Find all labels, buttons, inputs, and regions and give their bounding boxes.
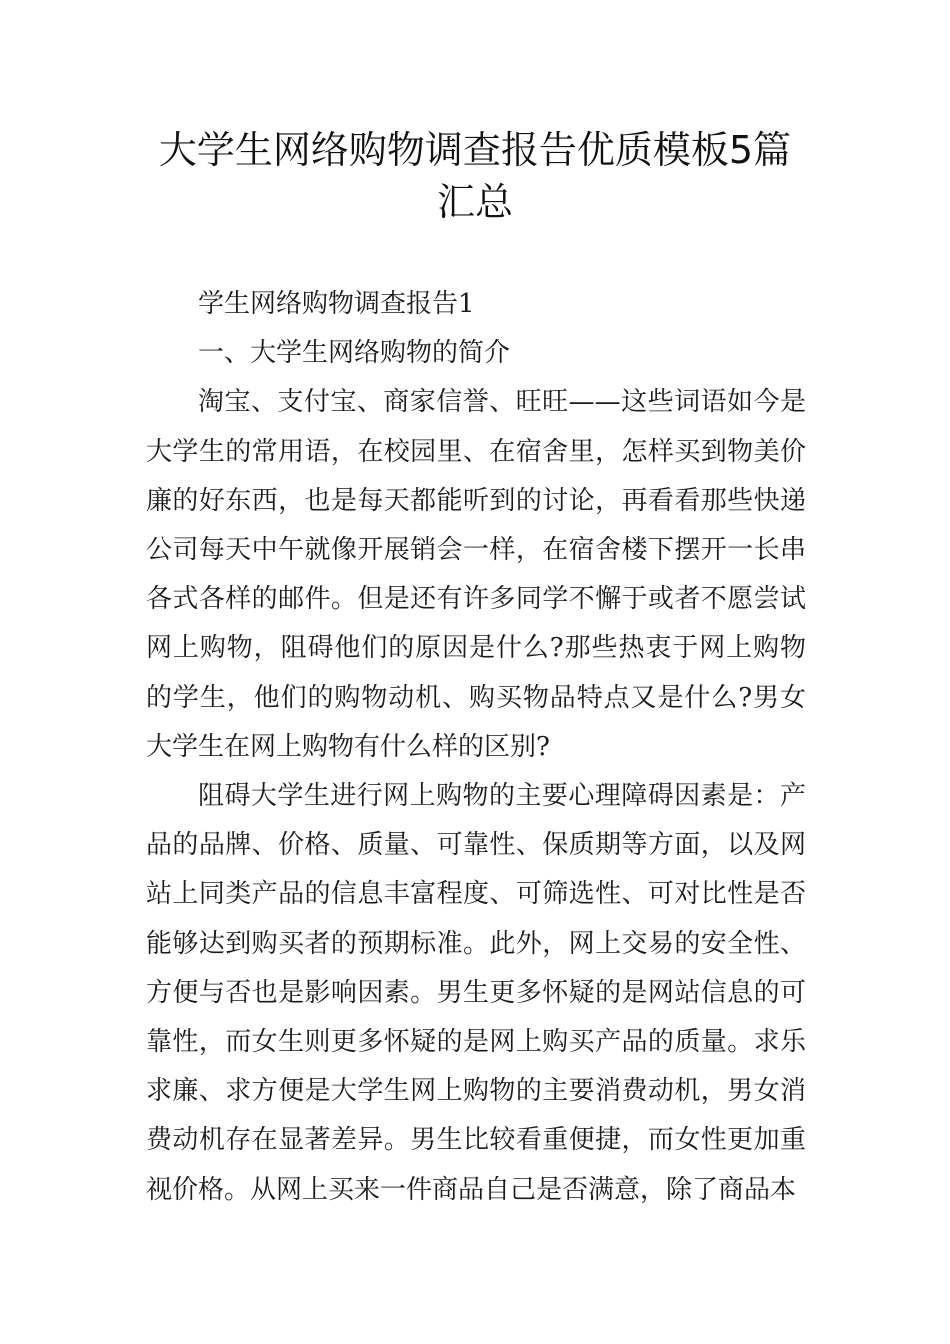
paragraph-section-heading: 学生网络购物调查报告1 (198, 289, 475, 319)
paragraph-body: 阻碍大学生进行网上购物的主要心理障碍因素是：产品的品牌、价格、质量、可靠性、保质期等方面，以及网站上同类产品的信息丰富程度、可筛选性、可对比性是否能够达到购买者的预期标准。此外，网上交易的安全性、方便与否也是影响因素。男生更多怀疑的是网站信息的可靠性，而女生则更多怀疑的是网上购买产品的质量。求乐求廉、求方便是大学生网上购物的主要消费动机，男女消费动机存在显著差异。男生比较看重便捷，而女性更加重视价格。从网上买来一件商品自己是否满意，除了商品本 (146, 781, 806, 1205)
document-title: 大学生网络购物调查报告优质模板5篇汇总 (158, 128, 792, 224)
paragraph-body: 淘宝、支付宝、商家信誉、旺旺——这些词语如今是大学生的常用语，在校园里、在宿舍里，怎样买到物美价廉的好东西，也是每天都能听到的讨论，再看看那些快递公司每天中午就像开展销会一样，在宿舍楼下摆开一长串各式各样的邮件。但是还有许多同学不懈于或者不愿尝试网上购物，阻碍他们的原因是什么?那些热衷于网上购物的学生，他们的购物动机、购买物品特点又是什么?男女大学生在网上购物有什么样的区别? (146, 387, 806, 762)
paragraph-subheading: 一、大学生网络购物的简介 (198, 338, 511, 369)
document-body (146, 280, 806, 1215)
